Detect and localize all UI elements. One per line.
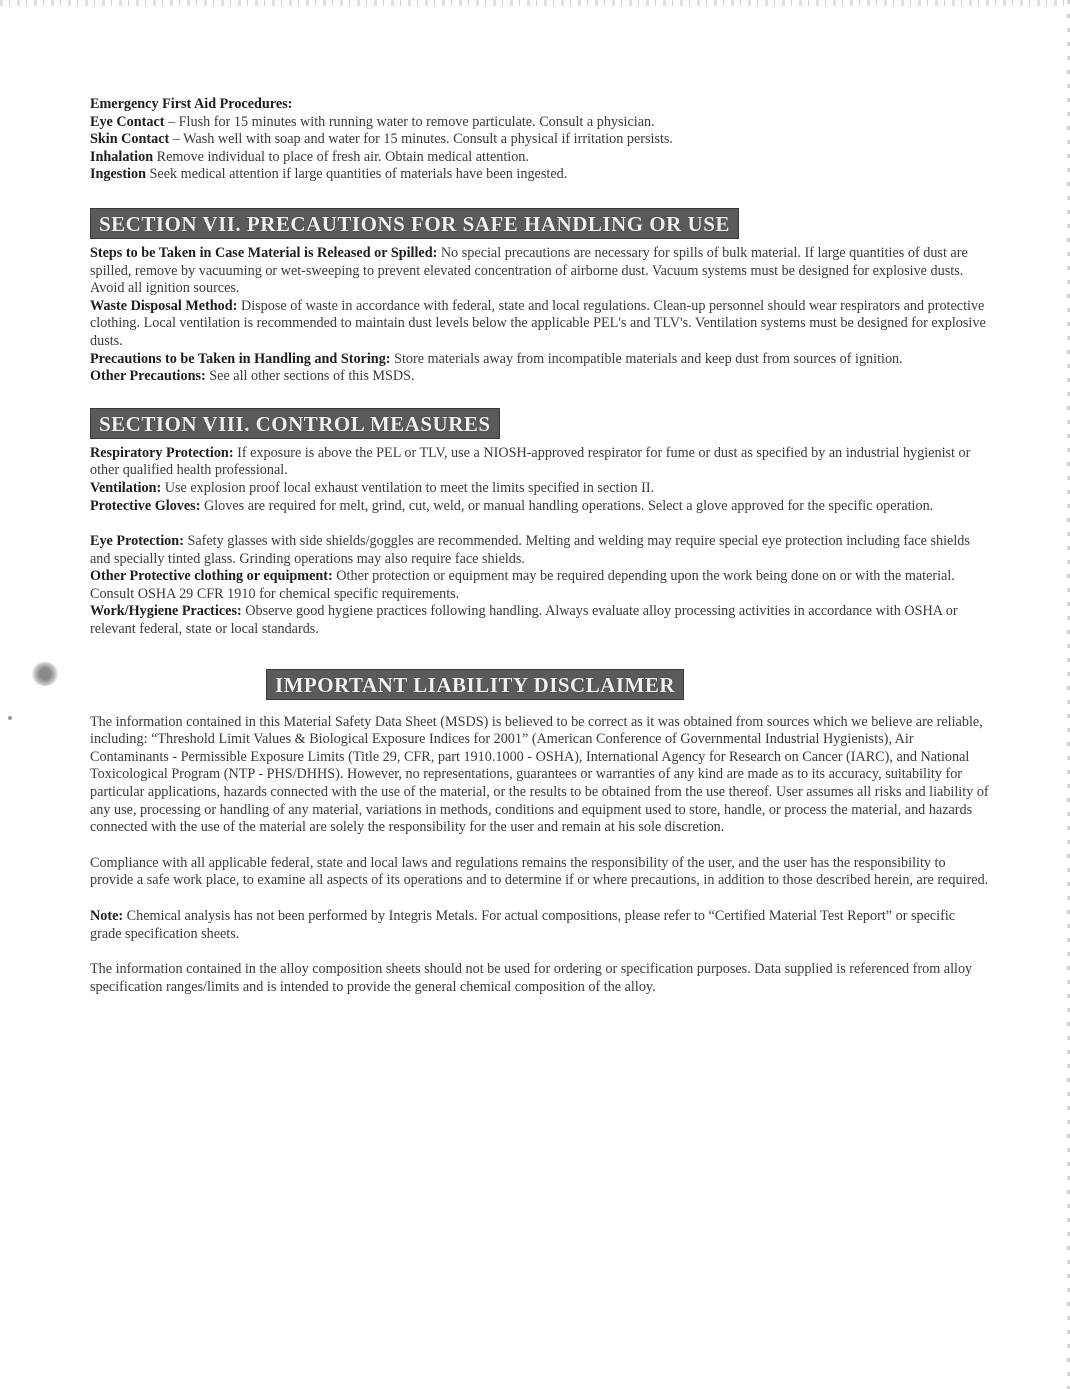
disclaimer-note [90, 908, 990, 943]
scan-edge-top [0, 0, 1070, 6]
section-8-body-b [90, 533, 990, 639]
section-8-item: Protective Gloves: Gloves are required for melt, grind, cut, weld, or manual handling operations. Select a glove approved for the specific operation. [90, 497, 934, 514]
section-8-item: Other Protective clothing or equipment: Other protection or equipment may be required depending upon the work being done on or with the material. Consult OSHA 29 CFR 1910 for chemical specific requirements. [90, 568, 955, 602]
disclaimer-paragraph-1: The information contained in this Material Safety Data Sheet (MSDS) is believed to be correct as it was obtained from sources which we believe are reliable, including: “Threshold Limit Values & Biological Exposure Indices for 2001” (American Conference of Governmental Industrial Hygienists), Air Contaminants - Permissible Exposure Limits (Title 29, CFR, part 1910.1000 - OSHA), International Agency for Research on Cancer (IARC), and National Toxicological Program (NTP - PHS/DHHS). However, no representations, guarantees or warranties of any kind are made as to its accuracy, suitability for particular applications, hazards connected with the use of the material, or the results to be obtained from the use thereof. User assumes all risks and liability of any use, processing or handling of any material, variations in methods, conditions and equipment used to store, handle, or process the material, and hazards connected with the use of the material are solely the responsibility for the user and remain at his sole discretion. [90, 713, 989, 836]
section-7-item: Waste Disposal Method: Dispose of waste in accordance with federal, state and local regulations. Clean-up personnel should wear respirators and protective clothing. Local ventilation is recommended to maintain dust levels below the applicable PEL's and TLV's. Ventilation systems must be designed for explosive dusts. [90, 297, 986, 349]
section-7-body [90, 245, 990, 386]
disclaimer-paragraph-2: Compliance with all applicable federal, state and local laws and regulations remains the responsibility of the user, and the user has the responsibility to provide a safe work place, to examine all aspects of its operations and to determine if or where precautions, in addition to those described herein, are required. [90, 854, 989, 889]
section-7-item: Steps to be Taken in Case Material is Released or Spilled: No special precautions are necessary for spills of bulk material. If large quantities of dust are spilled, remove by vacuuming or wet-sweeping to prevent elevated concentration of airborne dust. Vacuum systems must be designed for explosive dusts. Avoid all ignition sources. [90, 244, 968, 297]
note-text: Chemical analysis has not been performed by Integris Metals. For actual compositions, please refer to “Certified Material Test Report” or specific grade specification sheets. [90, 908, 956, 942]
section-8-item: Respiratory Protection: If exposure is above the PEL or TLV, use a NIOSH-approved respirator for fume or dust as specified by an industrial hygienist or other qualified health professional. [90, 444, 971, 479]
first-aid-section [90, 96, 990, 184]
first-aid-item: Inhalation Remove individual to place of fresh air. Obtain medical attention. [90, 148, 529, 165]
note-label: Note: [90, 908, 124, 924]
section-7-banner: SECTION VII. PRECAUTIONS FOR SAFE HANDLING OR USE [90, 208, 739, 239]
first-aid-item: Ingestion Seek medical attention if large quantities of materials have been ingested. [90, 166, 568, 183]
disclaimer-banner-row [90, 669, 990, 700]
section-8-item: Ventilation: Use explosion proof local exhaust ventilation to meet the limits specified in section II. [90, 479, 655, 496]
disclaimer-banner: IMPORTANT LIABILITY DISCLAIMER [266, 669, 684, 700]
section-8-banner: SECTION VIII. CONTROL MEASURES [90, 408, 500, 439]
scan-speck [8, 716, 12, 720]
section-8-body-a [90, 445, 990, 515]
disclaimer-body [90, 714, 990, 997]
first-aid-item: Skin Contact – Wash well with soap and water for 15 minutes. Consult a physical if irritation persists. [90, 131, 673, 148]
section-8-item: Eye Protection: Safety glasses with side shields/goggles are recommended. Melting and welding may require special eye protection including face shields and specially tinted glass. Grinding operations may also require face shields. [90, 533, 970, 567]
first-aid-item: Eye Contact – Flush for 15 minutes with running water to remove particulate. Consult a physician. [90, 113, 655, 130]
section-8-item: Work/Hygiene Practices: Observe good hygiene practices following handling. Always evaluate alloy processing activities in accordance with OSHA or relevant federal, state or local standards. [90, 603, 958, 638]
section-7-item: Precautions to be Taken in Handling and Storing: Store materials away from incompatible materials and keep dust from sources of ignition. [90, 350, 903, 367]
first-aid-heading: Emergency First Aid Procedures: [90, 96, 293, 112]
scan-blot [30, 662, 60, 686]
document-content [90, 96, 990, 996]
disclaimer-paragraph-4: The information contained in the alloy composition sheets should not be used for ordering or specification purposes. Data supplied is referenced from alloy specification ranges/limits and is intended to provide the general chemical composition of the alloy. [90, 961, 973, 995]
section-7-item: Other Precautions: See all other sections of this MSDS. [90, 368, 415, 385]
